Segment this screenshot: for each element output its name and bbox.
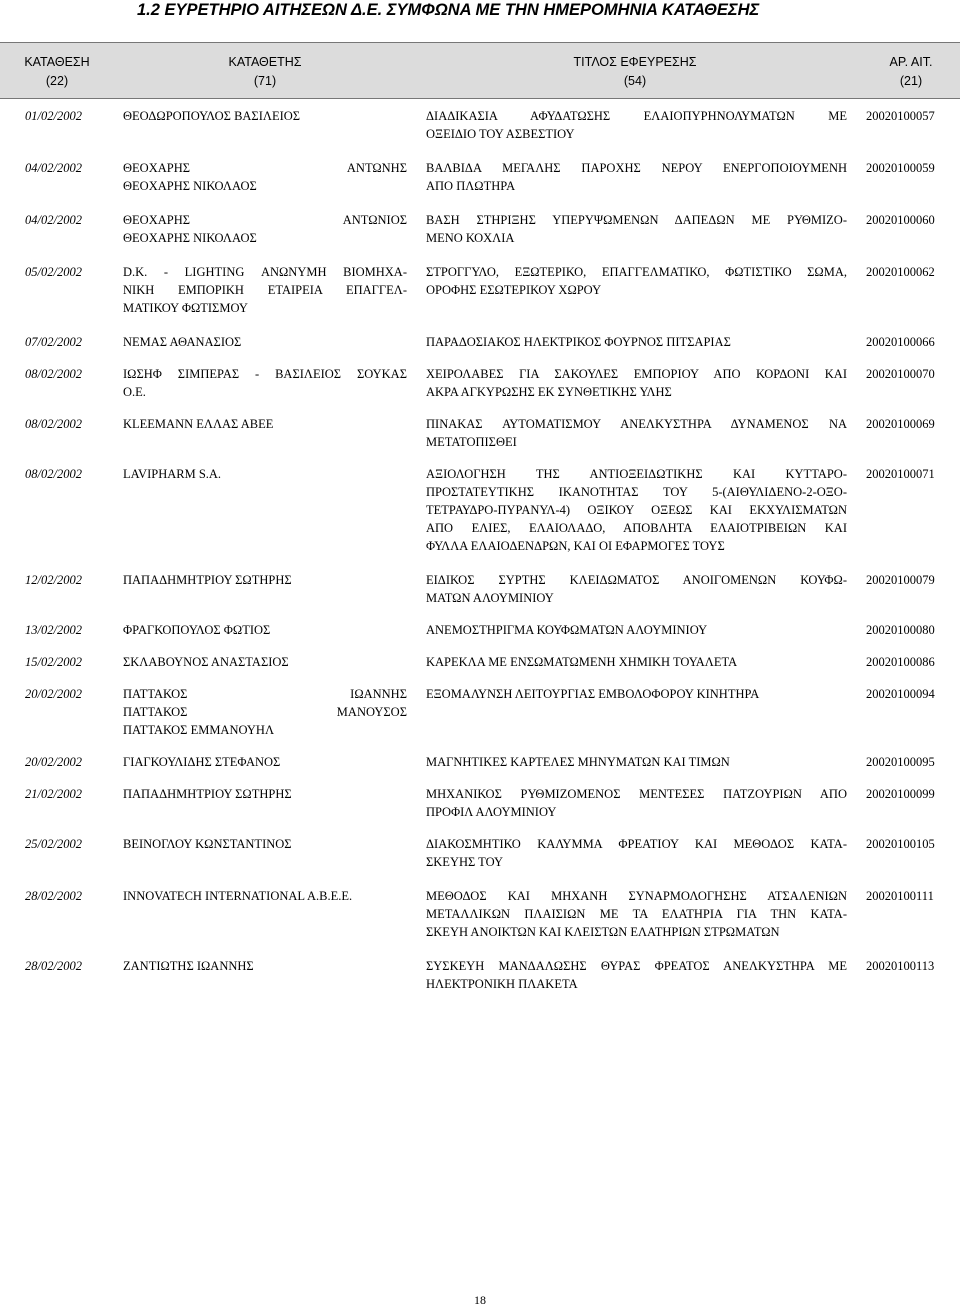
table-row — [0, 653, 960, 671]
applicant-line: ΘΕΟΧΑΡΗΣ ΝΙΚΟΛΑΟΣ — [123, 179, 257, 193]
filing-date: 20/02/2002 — [25, 755, 82, 769]
table-row — [0, 835, 960, 871]
invention-title-cell — [426, 365, 847, 401]
invention-title-line: ΜΕΤΑΤΟΠΙΣΘΕΙ — [426, 435, 517, 449]
filing-date: 15/02/2002 — [25, 655, 82, 669]
header-date-label: ΚΑΤΑΘΕΣΗ — [24, 55, 90, 69]
applicant-line: ΠΑΠΑΔΗΜΗΤΡΙΟΥ ΣΩΤΗΡΗΣ — [123, 573, 292, 587]
filing-date: 01/02/2002 — [25, 109, 82, 123]
invention-title-line: ΜΕΝΟ ΚΟΧΛΙΑ — [426, 231, 515, 245]
table-row — [0, 159, 960, 195]
invention-title-line: ΔΙΑΔΙΚΑΣΙΑ ΑΦΥΔΑΤΩΣΗΣ ΕΛΑΙΟΠΥΡΗΝΟΛΥΜΑΤΩΝ ΜΕ — [426, 109, 847, 123]
header-title-label: ΤΙΤΛΟΣ ΕΦΕΥΡΕΣΗΣ — [573, 55, 697, 69]
applicant-cell — [123, 159, 407, 195]
applicant-cell — [123, 685, 407, 739]
applicant-line: INNOVATECH INTERNATIONAL A.B.E.E. — [123, 889, 353, 903]
invention-title-line: ΤΕΤΡΑΥΔΡΟ-ΠΥΡΑΝΥΛ-4) ΟΞΙΚΟΥ ΟΞΕΩΣ ΚΑΙ ΕΚΧΥΛΙΣΜΑΤΩΝ — [426, 503, 847, 517]
filing-date: 21/02/2002 — [25, 787, 82, 801]
applicant-line: ΖΑΝΤΙΩΤΗΣ ΙΩΑΝΝΗΣ — [123, 959, 254, 973]
application-number: 20020100060 — [866, 213, 935, 227]
application-number: 20020100094 — [866, 687, 935, 701]
application-number: 20020100071 — [866, 467, 935, 481]
applicant-line: Ο.Ε. — [123, 385, 146, 399]
invention-title-cell — [426, 835, 847, 871]
filing-date: 13/02/2002 — [25, 623, 82, 637]
applicant-line: ΜΑΤΙΚΟΥ ΦΩΤΙΣΜΟΥ — [123, 301, 248, 315]
table-row — [0, 333, 960, 351]
filing-date: 08/02/2002 — [25, 417, 82, 431]
invention-title-cell — [426, 571, 847, 607]
applicant-cell — [123, 785, 407, 803]
applicant-line: D.K. - LIGHTING ΑΝΩΝΥΜΗ ΒΙΟΜΗΧΑ- — [123, 265, 407, 279]
applicant-cell — [123, 211, 407, 247]
invention-title-line: ΦΥΛΛΑ ΕΛΑΙΟΔΕΝΔΡΩΝ, ΚΑΙ ΟΙ ΕΦΑΡΜΟΓΕΣ ΤΟΥΣ — [426, 539, 725, 553]
invention-title-line: ΣΥΣΚΕΥΗ ΜΑΝΔΑΛΩΣΗΣ ΘΥΡΑΣ ΦΡΕΑΤΟΣ ΑΝΕΛΚΥΣΤΗΡΑ ΜΕ — [426, 959, 847, 973]
header-title — [530, 53, 740, 91]
invention-title-cell — [426, 465, 847, 555]
header-number-label: ΑΡ. ΑΙΤ. — [889, 55, 933, 69]
applicant-line: ΘΕΟΧΑΡΗΣ ΑΝΤΩΝΗΣ — [123, 161, 407, 175]
table-row — [0, 887, 960, 941]
header-applicant — [170, 53, 360, 91]
filing-date: 07/02/2002 — [25, 335, 82, 349]
filing-date: 04/02/2002 — [25, 161, 82, 175]
table-row — [0, 685, 960, 739]
invention-title-line: ΑΠΟ ΠΛΩΤΗΡΑ — [426, 179, 516, 193]
invention-title-line: ΑΚΡΑ ΑΓΚΥΡΩΣΗΣ ΕΚ ΣΥΝΘΕΤΙΚΗΣ ΥΛΗΣ — [426, 385, 672, 399]
invention-title-line: ΜΕΤΑΛΛΙΚΩΝ ΠΛΑΙΣΙΩΝ ΜΕ ΤΑ ΕΛΑΤΗΡΙΑ ΓΙΑ ΤΗΝ ΚΑΤΑ- — [426, 907, 847, 921]
invention-title-cell — [426, 107, 847, 143]
table-row — [0, 753, 960, 771]
filing-date: 28/02/2002 — [25, 889, 82, 903]
invention-title-line: ΠΡΟΣΤΑΤΕΥΤΙΚΗΣ ΙΚΑΝΟΤΗΤΑΣ ΤΟΥ 5-(ΑΙΘΥΛΙΔΕΝΟ-2-ΟΞΟ- — [426, 485, 847, 499]
invention-title-cell — [426, 333, 847, 351]
applicant-cell — [123, 107, 407, 125]
applicant-cell — [123, 365, 407, 401]
invention-title-line: ΑΝΕΜΟΣΤΗΡΙΓΜΑ ΚΟΥΦΩΜΑΤΩΝ ΑΛΟΥΜΙΝΙΟΥ — [426, 623, 708, 637]
applicant-cell — [123, 465, 407, 483]
applicant-line: ΠΑΤΤΑΚΟΣ ΙΩΑΝΝΗΣ — [123, 687, 407, 701]
application-number: 20020100066 — [866, 335, 935, 349]
invention-title-cell — [426, 753, 847, 771]
applicant-cell — [123, 333, 407, 351]
header-applicant-label: ΚΑΤΑΘΕΤΗΣ — [228, 55, 302, 69]
table-row — [0, 571, 960, 607]
filing-date: 05/02/2002 — [25, 265, 82, 279]
invention-title-line: ΟΞΕΙΔΙΟ ΤΟΥ ΑΣΒΕΣΤΙΟΥ — [426, 127, 575, 141]
header-date — [0, 53, 114, 91]
invention-title-cell — [426, 685, 847, 703]
table-row — [0, 415, 960, 451]
invention-title-line: ΗΛΕΚΤΡΟΝΙΚΗ ΠΛΑΚΕΤΑ — [426, 977, 578, 991]
application-number: 20020100111 — [866, 889, 934, 903]
application-number: 20020100105 — [866, 837, 935, 851]
table-row — [0, 957, 960, 993]
applicant-cell — [123, 653, 407, 671]
invention-title-line: ΑΞΙΟΛΟΓΗΣΗ ΤΗΣ ΑΝΤΙΟΞΕΙΔΩΤΙΚΗΣ ΚΑΙ ΚΥΤΤΑΡΟ- — [426, 467, 847, 481]
invention-title-line: ΠΡΟΦΙΛ ΑΛΟΥΜΙΝΙΟΥ — [426, 805, 557, 819]
applicant-line: ΙΩΣΗΦ ΣΙΜΠΕΡΑΣ - ΒΑΣΙΛΕΙΟΣ ΣΟΥΚΑΣ — [123, 367, 407, 381]
table-row — [0, 785, 960, 821]
applicant-cell — [123, 753, 407, 771]
table-row — [0, 263, 960, 317]
applicant-line: ΣΚΛΑΒΟΥΝΟΣ ΑΝΑΣΤΑΣΙΟΣ — [123, 655, 289, 669]
application-number: 20020100079 — [866, 573, 935, 587]
invention-title-cell — [426, 887, 847, 941]
invention-title-line: ΒΑΣΗ ΣΤΗΡΙΞΗΣ ΥΠΕΡΥΨΩΜΕΝΩΝ ΔΑΠΕΔΩΝ ΜΕ ΡΥΘΜΙΖΟ- — [426, 213, 847, 227]
table-row — [0, 465, 960, 555]
filing-date: 12/02/2002 — [25, 573, 82, 587]
applicant-cell — [123, 415, 407, 433]
invention-title-cell — [426, 159, 847, 195]
table-row — [0, 107, 960, 143]
applicant-line: ΠΑΤΤΑΚΟΣ ΜΑΝΟΥΣΟΣ — [123, 705, 407, 719]
applicant-line: ΒΕΙΝΟΓΛΟΥ ΚΩΝΣΤΑΝΤΙΝΟΣ — [123, 837, 292, 851]
applicant-line: ΘΕΟΧΑΡΗΣ ΑΝΤΩΝΙΟΣ — [123, 213, 407, 227]
header-number — [862, 53, 960, 91]
invention-title-line: ΒΑΛΒΙΔΑ ΜΕΓΑΛΗΣ ΠΑΡΟΧΗΣ ΝΕΡΟΥ ΕΝΕΡΓΟΠΟΙΟΥΜΕΝΗ — [426, 161, 847, 175]
table-row — [0, 365, 960, 401]
application-number: 20020100070 — [866, 367, 935, 381]
invention-title-cell — [426, 653, 847, 671]
filing-date: 08/02/2002 — [25, 367, 82, 381]
header-title-code: (54) — [623, 74, 647, 88]
invention-title-cell — [426, 211, 847, 247]
application-number: 20020100095 — [866, 755, 935, 769]
invention-title-line: ΣΚΕΥΗ ΑΝΟΙΚΤΩΝ ΚΑΙ ΚΛΕΙΣΤΩΝ ΕΛΑΤΗΡΙΩΝ ΣΤΡΩΜΑΤΩΝ — [426, 925, 780, 939]
applicant-cell — [123, 571, 407, 589]
invention-title-line: ΠΑΡΑΔΟΣΙΑΚΟΣ ΗΛΕΚΤΡΙΚΟΣ ΦΟΥΡΝΟΣ ΠΙΤΣΑΡΙΑΣ — [426, 335, 731, 349]
invention-title-cell — [426, 415, 847, 451]
applicant-cell — [123, 263, 407, 317]
page-number: 18 — [474, 1293, 486, 1307]
table-row — [0, 621, 960, 639]
header-applicant-code: (71) — [253, 74, 277, 88]
invention-title-line: ΜΑΤΩΝ ΑΛΟΥΜΙΝΙΟΥ — [426, 591, 554, 605]
applicant-cell — [123, 621, 407, 639]
invention-title-line: ΕΙΔΙΚΟΣ ΣΥΡΤΗΣ ΚΛΕΙΔΩΜΑΤΟΣ ΑΝΟΙΓΟΜΕΝΩΝ ΚΟΥΦΩ- — [426, 573, 847, 587]
invention-title-line: ΣΤΡΟΓΓΥΛΟ, ΕΞΩΤΕΡΙΚΟ, ΕΠΑΓΓΕΛΜΑΤΙΚΟ, ΦΩΤΙΣΤΙΚΟ ΣΩΜΑ, — [426, 265, 847, 279]
filing-date: 20/02/2002 — [25, 687, 82, 701]
application-number: 20020100057 — [866, 109, 935, 123]
applicant-line: ΘΕΟΧΑΡΗΣ ΝΙΚΟΛΑΟΣ — [123, 231, 257, 245]
application-number: 20020100099 — [866, 787, 935, 801]
applicant-line: ΘΕΟΔΩΡΟΠΟΥΛΟΣ ΒΑΣΙΛΕΙΟΣ — [123, 109, 301, 123]
invention-title-cell — [426, 263, 847, 299]
application-number: 20020100086 — [866, 655, 935, 669]
applicant-line: ΝΙΚΗ ΕΜΠΟΡΙΚΗ ΕΤΑΙΡΕΙΑ ΕΠΑΓΓΕΛ- — [123, 283, 407, 297]
invention-title-line: ΑΠΟ ΕΛΙΕΣ, ΕΛΑΙΟΛΑΔΟ, ΑΠΟΒΛΗΤΑ ΕΛΑΙΟΤΡΙΒΕΙΩΝ ΚΑΙ — [426, 521, 847, 535]
applicant-line: ΠΑΠΑΔΗΜΗΤΡΙΟΥ ΣΩΤΗΡΗΣ — [123, 787, 292, 801]
table-header — [0, 42, 960, 99]
application-number: 20020100062 — [866, 265, 935, 279]
application-number: 20020100113 — [866, 959, 935, 973]
application-number: 20020100080 — [866, 623, 935, 637]
header-number-code: (21) — [899, 74, 923, 88]
invention-title-line: ΜΑΓΝΗΤΙΚΕΣ ΚΑΡΤΕΛΕΣ ΜΗΝΥΜΑΤΩΝ ΚΑΙ ΤΙΜΩΝ — [426, 755, 730, 769]
invention-title-line: ΜΕΘΟΔΟΣ ΚΑΙ ΜΗΧΑΝΗ ΣΥΝΑΡΜΟΛΟΓΗΣΗΣ ΑΤΣΑΛΕΝΙΩΝ — [426, 889, 847, 903]
application-number: 20020100059 — [866, 161, 935, 175]
applicant-cell — [123, 887, 407, 905]
applicant-line: ΠΑΤΤΑΚΟΣ ΕΜΜΑΝΟΥΗΛ — [123, 723, 275, 737]
header-date-code: (22) — [45, 74, 69, 88]
applicant-line: ΝΕΜΑΣ ΑΘΑΝΑΣΙΟΣ — [123, 335, 242, 349]
invention-title-line: ΟΡΟΦΗΣ ΕΣΩΤΕΡΙΚΟΥ ΧΩΡΟΥ — [426, 283, 602, 297]
invention-title-line: ΕΞΟΜΑΛΥΝΣΗ ΛΕΙΤΟΥΡΓΙΑΣ ΕΜΒΟΛΟΦΟΡΟΥ ΚΙΝΗΤΗΡΑ — [426, 687, 760, 701]
filing-date: 08/02/2002 — [25, 467, 82, 481]
invention-title-cell — [426, 621, 847, 639]
table-row — [0, 211, 960, 247]
applicant-line: ΦΡΑΓΚΟΠΟΥΛΟΣ ΦΩΤΙΟΣ — [123, 623, 271, 637]
applicant-cell — [123, 957, 407, 975]
invention-title-line: ΠΙΝΑΚΑΣ ΑΥΤΟΜΑΤΙΣΜΟΥ ΑΝΕΛΚΥΣΤΗΡΑ ΔΥΝΑΜΕΝΟΣ ΝΑ — [426, 417, 847, 431]
filing-date: 04/02/2002 — [25, 213, 82, 227]
invention-title-line: ΜΗΧΑΝΙΚΟΣ ΡΥΘΜΙΖΟΜΕΝΟΣ ΜΕΝΤΕΣΕΣ ΠΑΤΖΟΥΡΙΩΝ ΑΠΟ — [426, 787, 847, 801]
invention-title-line: ΣΚΕΥΗΣ ΤΟΥ — [426, 855, 504, 869]
invention-title-line: ΧΕΙΡΟΛΑΒΕΣ ΓΙΑ ΣΑΚΟΥΛΕΣ ΕΜΠΟΡΙΟΥ ΑΠΟ ΚΟΡΔΟΝΙ ΚΑΙ — [426, 367, 847, 381]
applicant-line: KLEEMANN ΕΛΛΑΣ ΑΒΕΕ — [123, 417, 274, 431]
applicant-line: LAVIPHARM S.A. — [123, 467, 222, 481]
applicant-cell — [123, 835, 407, 853]
invention-title-line: ΔΙΑΚΟΣΜΗΤΙΚΟ ΚΑΛΥΜΜΑ ΦΡΕΑΤΙΟΥ ΚΑΙ ΜΕΘΟΔΟΣ ΚΑΤΑ- — [426, 837, 847, 851]
application-number: 20020100069 — [866, 417, 935, 431]
invention-title-line: ΚΑΡΕΚΛΑ ΜΕ ΕΝΣΩΜΑΤΩΜΕΝΗ ΧΗΜΙΚΗ ΤΟΥΑΛΕΤΑ — [426, 655, 738, 669]
applicant-line: ΓΙΑΓΚΟΥΛΙΔΗΣ ΣΤΕΦΑΝΟΣ — [123, 755, 281, 769]
filing-date: 25/02/2002 — [25, 837, 82, 851]
invention-title-cell — [426, 957, 847, 993]
invention-title-cell — [426, 785, 847, 821]
filing-date: 28/02/2002 — [25, 959, 82, 973]
page-heading: 1.2 ΕΥΡΕΤΗΡΙΟ ΑΙΤΗΣΕΩΝ Δ.Ε. ΣΥΜΦΩΝΑ ΜΕ ΤΗΝ ΗΜΕΡΟΜΗΝΙΑ ΚΑΤΑΘΕΣΗΣ — [137, 1, 760, 19]
